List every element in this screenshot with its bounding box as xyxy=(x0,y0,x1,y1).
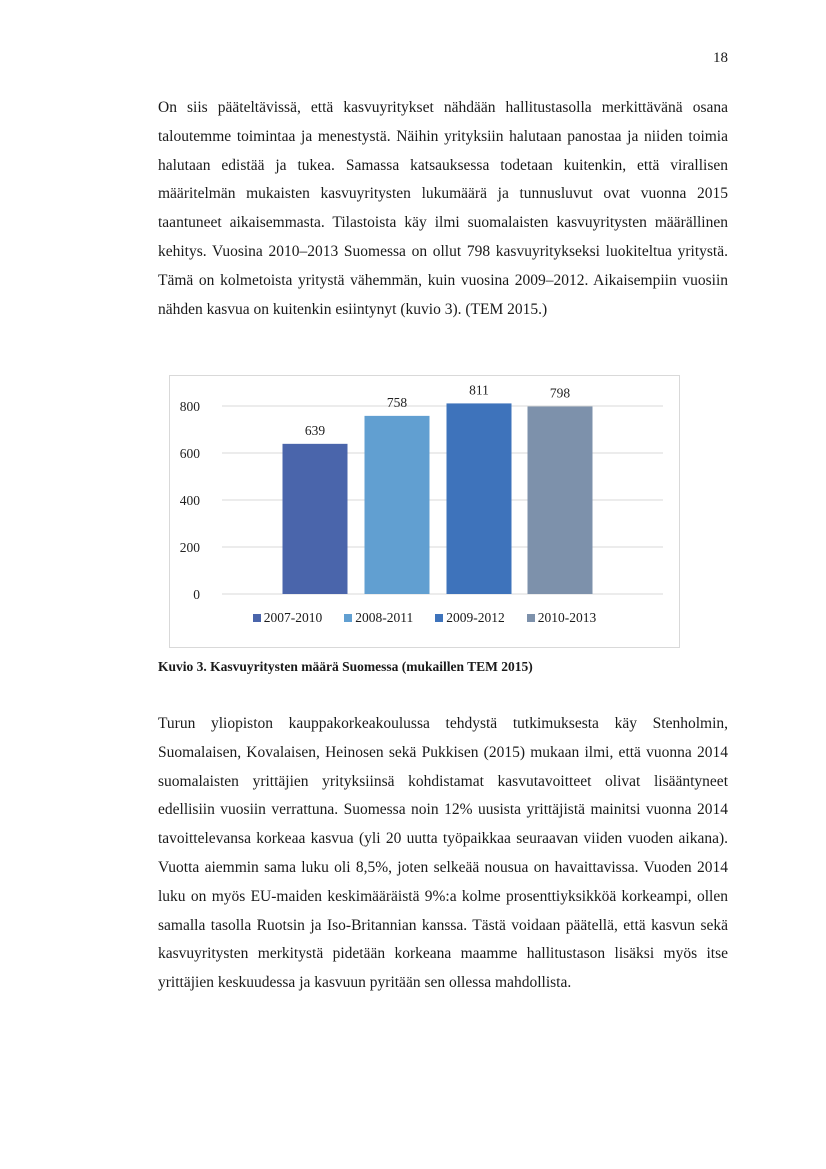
bar xyxy=(528,406,593,594)
y-tick-label: 600 xyxy=(179,446,200,461)
y-tick-label: 400 xyxy=(179,493,200,508)
bar xyxy=(447,403,512,594)
legend-swatch xyxy=(253,614,261,622)
data-label: 798 xyxy=(549,385,571,401)
bar xyxy=(365,416,430,594)
bar-chart-figure xyxy=(169,375,680,648)
legend-swatch xyxy=(344,614,352,622)
data-label: 639 xyxy=(304,422,326,438)
legend-label: 2007-2010 xyxy=(263,610,323,625)
body-paragraph-2: Turun yliopiston kauppakorkeakoulussa tehdystä tutkimuksesta käy Stenholmin, Suomalaisen, Kovalaisen, Heinosen sekä Pukkisen (2015) mukaan ilmi, että vuonna 2014 suomalaisten yrittäjien yrityksiinsä kohdistamat kasvutavoitteet olivat lisääntyneet edellisiin vuosiin verrattuna. Suomessa noin 12% uusista yrittäjistä mainitsi vuonna 2014 tavoittelevansa korkeaa kasvua (yli 20 uutta työpaikkaa seuraavan viiden vuoden aikana). Vuotta aiemmin sama luku oli 8,5%, joten selkeää nousua on havaittavissa. Vuoden 2014 luku on myös EU-maiden keskimääräistä 9%:a kolme prosenttiyksikköä korkeampi, ollen samalla tasolla Ruotsin ja Iso-Britannian kanssa. Tästä voidaan päätellä, että kasvun sekä kasvuyritysten merkitystä pidetään korkeana maamme hallitustason lisäksi myös itse yrittäjien keskuudessa ja kasvuun pyritään sen ollessa mahdollista. xyxy=(158,715,728,992)
legend-swatch xyxy=(527,614,535,622)
body-paragraph-1: On siis pääteltävissä, että kasvuyritykset nähdään hallitustasolla merkittävänä osana taloutemme toimintaa ja menestystä. Näihin yrityksiin halutaan panostaa ja niiden toimia halutaan edistää ja tukea. Samassa katsauksessa todetaan kuitenkin, että virallisen määritelmän mukaisten kasvuyritysten lukumäärä ja tunnusluvut ovat vuonna 2015 taantuneet aikaisemmasta. Tilastoista käy ilmi suomalaisten kasvuyritysten määrällinen kehitys. Vuosina 2010–2013 Suomessa on ollut 798 kasvuyritykseksi luokiteltua yritystä. Tämä on kolmetoista yritystä vähemmän, kuin vuosina 2009–2012. Aikaisempiin vuosiin nähden kasvua on kuitenkin esiintynyt (kuvio 3). (TEM 2015.) xyxy=(158,99,728,318)
legend-swatch xyxy=(435,614,443,622)
y-tick-label: 800 xyxy=(179,399,200,414)
legend-item xyxy=(527,610,597,626)
data-label: 811 xyxy=(469,382,489,398)
chart-legend xyxy=(170,610,679,626)
legend-item xyxy=(253,610,323,626)
bar-chart xyxy=(170,376,681,649)
figure-caption: Kuvio 3. Kasvuyritysten määrä Suomessa (mukaillen TEM 2015) xyxy=(158,659,533,674)
y-tick-label: 200 xyxy=(179,540,200,555)
legend-label: 2010-2013 xyxy=(537,610,597,625)
y-tick-label: 0 xyxy=(193,587,200,602)
legend-label: 2009-2012 xyxy=(446,610,505,625)
legend-item xyxy=(344,610,413,626)
bar xyxy=(283,444,348,594)
page-number: 18 xyxy=(713,50,728,66)
legend-item xyxy=(435,610,505,626)
data-label: 758 xyxy=(386,394,408,410)
legend-label: 2008-2011 xyxy=(355,610,414,625)
